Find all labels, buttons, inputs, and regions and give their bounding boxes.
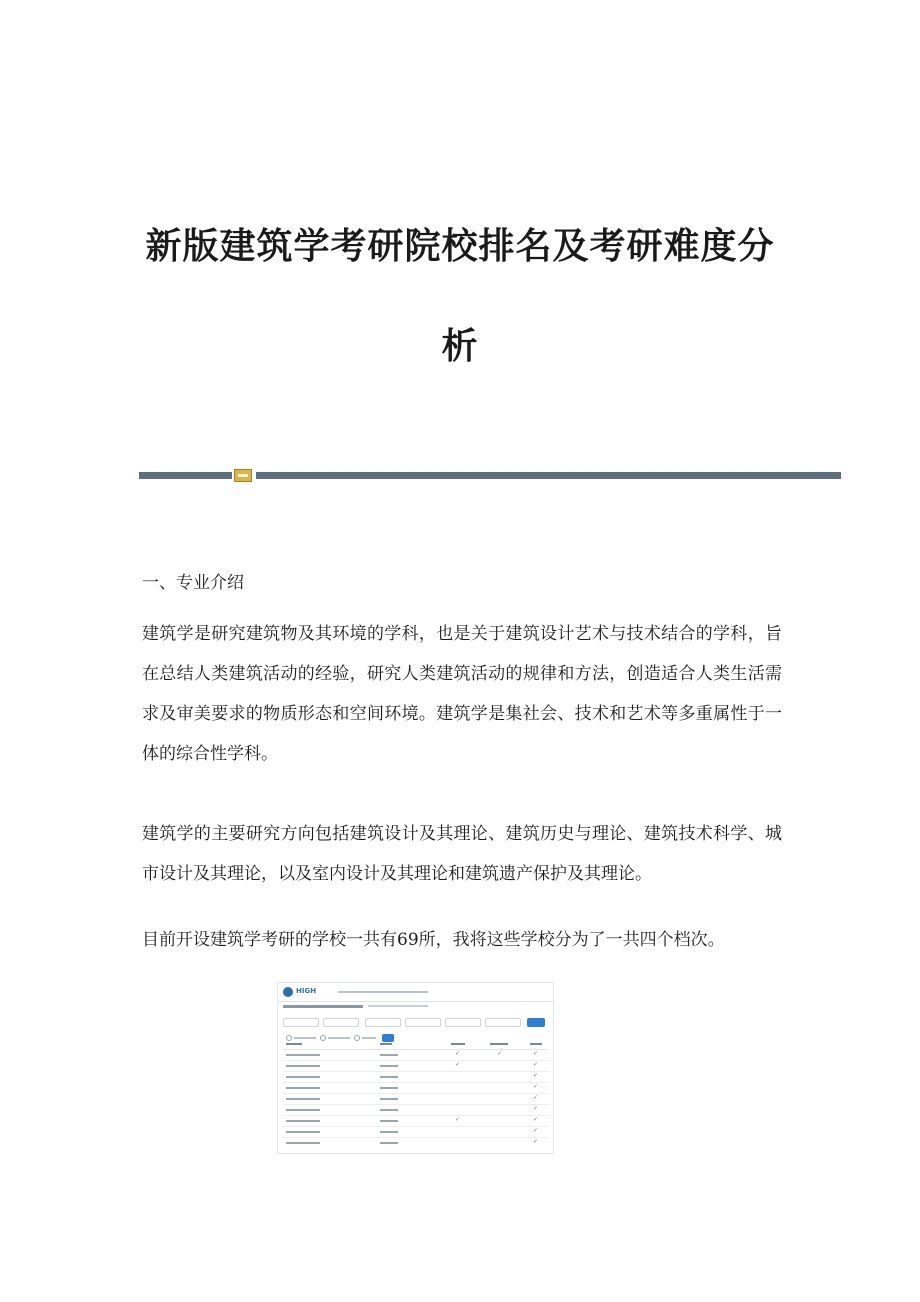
check-icon: ✓ — [533, 1138, 539, 1145]
check-icon: ✓ — [455, 1116, 461, 1123]
screenshot-subtitle-note — [368, 1005, 428, 1007]
row-rule — [283, 1104, 549, 1105]
filter-select — [283, 1018, 319, 1027]
document-title-line-1: 新版建筑学考研院校排名及考研难度分 — [145, 225, 775, 267]
region-cell — [380, 1109, 398, 1111]
check-icon: ✓ — [455, 1050, 461, 1057]
filter-select — [485, 1018, 521, 1027]
check-icon: ✓ — [455, 1061, 461, 1068]
school-cell — [286, 1076, 320, 1078]
school-cell — [286, 1087, 320, 1089]
row-rule — [283, 1137, 549, 1138]
filter-select — [365, 1018, 401, 1027]
screenshot-header — [278, 983, 553, 1002]
filter-radio — [286, 1035, 292, 1041]
section-heading: 一、专业介绍 — [142, 573, 244, 593]
region-cell — [380, 1076, 398, 1078]
school-cell — [286, 1054, 320, 1056]
check-icon: ✓ — [533, 1050, 539, 1057]
paragraph-intro: 建筑学是研究建筑物及其环境的学科，也是关于建筑设计艺术与技术结合的学科，旨在总结人类建筑活动的经验，研究人类建筑活动的规律和方法，创造适合人类生活需求及审美要求的物质形态和空间环境。建筑学是集社会、技术和艺术等多重属性于一体的综合性学科。 — [142, 624, 782, 764]
divider-emblem-icon — [234, 469, 252, 482]
row-rule — [283, 1071, 549, 1072]
row-rule — [283, 1126, 549, 1127]
paragraph-schools: 目前开设建筑学考研的学校一共有69所，我将这些学校分为了一共四个档次。 — [142, 930, 725, 950]
embedded-ranking-screenshot — [277, 982, 554, 1154]
paragraph-directions: 建筑学的主要研究方向包括建筑设计及其理论、建筑历史与理论、建筑技术科学、城市设计及其理论，以及室内设计及其理论和建筑遗产保护及其理论。 — [142, 824, 782, 884]
check-icon: ✓ — [533, 1061, 539, 1068]
table-header-cell — [530, 1043, 542, 1045]
school-cell — [286, 1131, 320, 1133]
check-icon: ✓ — [497, 1050, 503, 1057]
row-rule — [283, 1082, 549, 1083]
region-cell — [380, 1142, 398, 1144]
site-logo-text: HIGH — [296, 987, 317, 995]
filter-radio-label — [328, 1037, 350, 1039]
check-icon: ✓ — [533, 1094, 539, 1101]
region-cell — [380, 1065, 398, 1067]
filter-select — [405, 1018, 441, 1027]
search-button — [527, 1018, 545, 1027]
filter-radio-label — [362, 1037, 376, 1039]
divider-bar-left — [139, 472, 232, 479]
site-logo-icon — [283, 987, 293, 997]
row-rule — [283, 1093, 549, 1094]
filter-radio-label — [294, 1037, 316, 1039]
filter-select — [445, 1018, 481, 1027]
region-cell — [380, 1098, 398, 1100]
filter-radio — [354, 1035, 360, 1041]
table-header-cell — [451, 1043, 465, 1045]
school-cell — [286, 1109, 320, 1111]
region-cell — [380, 1087, 398, 1089]
school-cell — [286, 1098, 320, 1100]
header-caption — [338, 991, 428, 993]
row-rule — [283, 1060, 549, 1061]
screenshot-subtitle — [283, 1005, 363, 1008]
school-cell — [286, 1120, 320, 1122]
check-icon: ✓ — [533, 1083, 539, 1090]
region-cell — [380, 1131, 398, 1133]
divider-bar-right — [256, 472, 841, 479]
filter-radio — [320, 1035, 326, 1041]
table-header-cell — [380, 1043, 392, 1045]
document-title-line-2: 析 — [441, 325, 479, 367]
apply-button — [382, 1034, 394, 1042]
check-icon: ✓ — [533, 1116, 539, 1123]
check-icon: ✓ — [533, 1072, 539, 1079]
school-cell — [286, 1065, 320, 1067]
check-icon: ✓ — [533, 1127, 539, 1134]
region-cell — [380, 1120, 398, 1122]
filter-select — [323, 1018, 359, 1027]
region-cell — [380, 1054, 398, 1056]
row-rule — [283, 1115, 549, 1116]
table-header-cell — [490, 1043, 508, 1045]
check-icon: ✓ — [533, 1105, 539, 1112]
table-header-rule — [283, 1049, 549, 1050]
table-header-cell — [286, 1043, 302, 1045]
decorative-divider — [139, 470, 841, 482]
school-cell — [286, 1142, 320, 1144]
